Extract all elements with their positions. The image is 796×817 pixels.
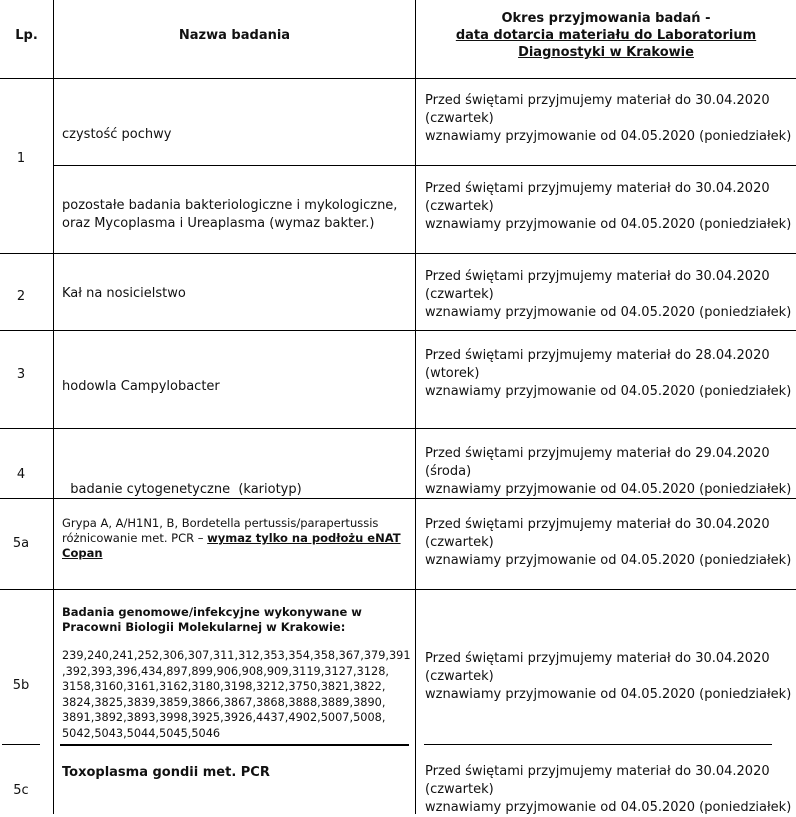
header-name-label: Nazwa badania [178,28,291,43]
schedule-line3: wznawiamy przyjmowanie od 04.05.2020 (poniedziałek) [425,305,792,320]
schedule-line3: wznawiamy przyjmowanie od 04.05.2020 (poniedziałek) [425,217,792,232]
header-period-line1: Okres przyjmowania badań - [501,11,711,26]
schedule-line3: wznawiamy przyjmowanie od 04.05.2020 (poniedziałek) [425,687,792,702]
row-2-name [62,285,407,303]
lp-value: 5c [13,783,29,798]
lp-value: 1 [16,151,26,166]
row-5b-schedule [425,650,795,704]
row-divider-5a [0,589,796,590]
schedule-line1: Przed świętami przyjmujemy materiał do 30.04.2020 [425,181,770,196]
codes-line: ,392,393,396,434,897,899,906,908,909,3119,3127,3128, [62,664,389,678]
lp-value: 5a [12,536,30,551]
header-period [416,10,796,61]
schedule-line3: wznawiamy przyjmowanie od 04.05.2020 (poniedziałek) [425,384,792,399]
schedule-line2: (wtorek) [425,366,480,381]
schedule-line1: Przed świętami przyjmujemy materiał do 30.04.2020 [425,764,770,779]
row-5a-schedule [425,516,795,570]
schedule-line3: wznawiamy przyjmowanie od 04.05.2020 (poniedziałek) [425,129,792,144]
schedule-line3: wznawiamy przyjmowanie od 04.05.2020 (poniedziałek) [425,482,792,497]
codes-line: 3891,3892,3893,3998,3925,3926,4437,4902,5007,5008, [62,711,386,724]
header-period-line3: Diagnostyki w Krakowie [518,45,694,60]
codes-line: 3158,3160,3161,3162,3180,3198,3212,3750,3821,3822, [62,680,386,693]
row-1b-schedule [425,180,795,234]
row-4-schedule [425,445,795,499]
row-divider-header [0,78,796,79]
schedule-line2: (czwartek) [425,111,494,126]
row-1-lp [0,150,42,168]
schedule-line2: (czwartek) [425,535,494,550]
test-name: Grypa A, A/H1N1, B, Bordetella pertussis/parapertussis różnicowanie met. PCR – [62,516,379,545]
codes-line: 5042,5043,5044,5045,5046 [62,726,221,740]
codes-line: 3824,3825,3839,3859,3866,3867,3868,3888,3889,3890, [62,695,386,709]
schedule-line1: Przed świętami przyjmujemy materiał do 30.04.2020 [425,651,770,666]
row-5c-schedule [425,763,795,817]
test-name: Toxoplasma gondii met. PCR [62,765,270,780]
schedule-line2: (czwartek) [425,199,494,214]
row-5c-lp [0,782,42,800]
row-5a-name [62,516,407,561]
separator-5b-5c-schedule [424,744,772,745]
schedule-line3: wznawiamy przyjmowanie od 04.05.2020 (poniedziałek) [425,800,792,815]
column-divider-lp [53,0,54,814]
header-lp [0,27,53,44]
schedule-line1: Przed świętami przyjmujemy materiał do 30.04.2020 [425,269,770,284]
header-lp-label: Lp. [15,28,38,43]
row-2-lp [0,288,42,306]
row-5b-lp [0,677,42,695]
column-divider-name [415,0,416,814]
row-5a-lp [0,535,42,553]
row-1b-name [62,197,407,233]
row-4-lp [0,466,42,484]
separator-5b-5c-lp [2,744,40,745]
schedule-line2: (czwartek) [425,782,494,797]
row-3-lp [0,366,42,384]
schedule-line1: Przed świętami przyjmujemy materiał do 29.04.2020 [425,446,770,461]
row-1a-name [62,126,407,144]
lp-value: 3 [16,367,26,382]
test-name-emphasis: wymaz tylko na podłożu eNAT Copan [62,531,401,560]
schedule-line1: Przed świętami przyjmujemy materiał do 30.04.2020 [425,517,770,532]
schedule-line2: (środa) [425,464,472,479]
test-name: pozostałe badania bakteriologiczne i mykologiczne, oraz Mycoplasma i Ureaplasma (wymaz bakter.) [62,198,398,231]
row-5c-name [62,764,407,782]
test-codes [62,648,412,741]
lp-value: 2 [16,289,26,304]
test-name: czystość pochwy [62,127,172,142]
test-name: hodowla Campylobacter [62,379,220,394]
row-5b-name [62,605,412,741]
schedule-line1: Przed świętami przyjmujemy materiał do 30.04.2020 [425,93,770,108]
header-name [54,27,415,44]
schedule-line2: (czwartek) [425,287,494,302]
row-divider-1 [0,253,796,254]
codes-line: 239,240,241,252,306,307,311,312,353,354,358,367,379,391 [62,649,411,662]
test-name: badanie cytogenetyczne (kariotyp) [70,482,302,497]
header-period-line2: data dotarcia materiału do Laboratorium [455,28,757,43]
test-name: Kał na nosicielstwo [62,286,186,301]
schedule-line2: (czwartek) [425,669,494,684]
lp-value: 5b [12,678,30,693]
row-2-schedule [425,268,795,322]
row-divider-1a [53,165,796,166]
lp-value: 4 [16,467,26,482]
schedule-line1: Przed świętami przyjmujemy materiał do 28.04.2020 [425,348,770,363]
row-4-name [62,463,407,499]
row-3-name [62,378,407,396]
row-1a-schedule [425,92,795,146]
row-3-schedule [425,347,795,401]
schedule-line3: wznawiamy przyjmowanie od 04.05.2020 (poniedziałek) [425,553,792,568]
row-divider-2 [0,330,796,331]
test-group-title: Badania genomowe/infekcyjne wykonywane w Pracowni Biologii Molekularnej w Krakowie: [62,605,362,634]
row-divider-3 [0,428,796,429]
separator-5b-5c-name [60,744,409,746]
